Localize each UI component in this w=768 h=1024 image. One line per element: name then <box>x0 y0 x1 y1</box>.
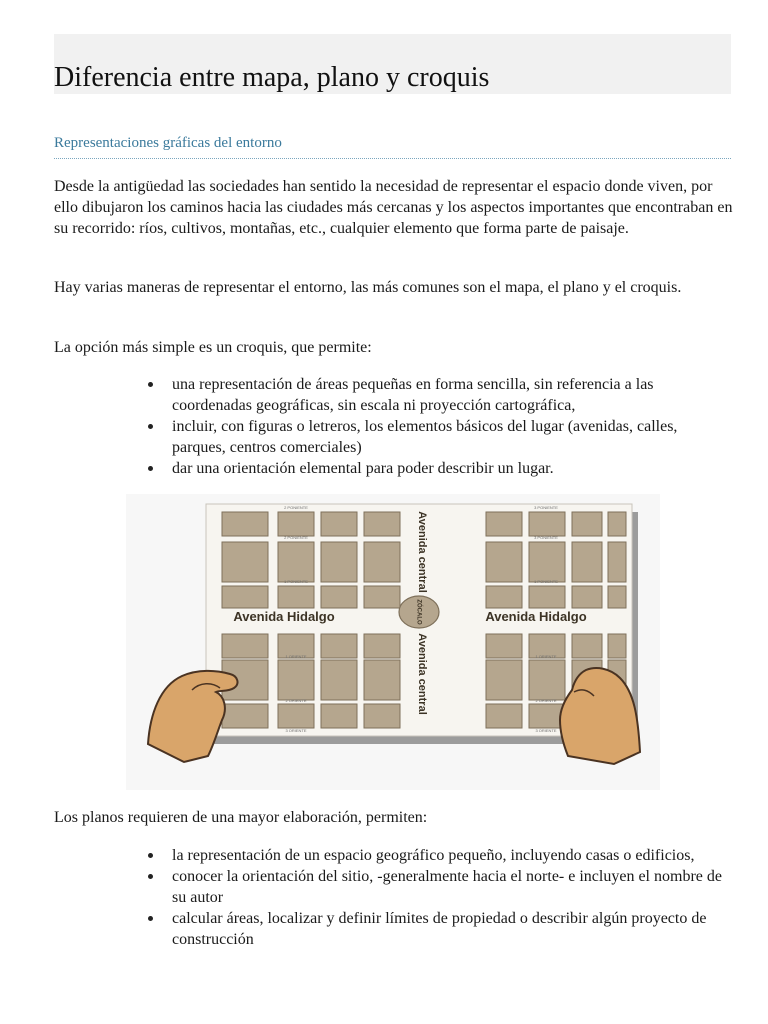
map-block <box>608 634 626 658</box>
map-block <box>222 542 268 582</box>
map-block <box>608 542 626 582</box>
list-item: la representación de un espacio geográfico pequeño, incluyendo casas o edificios, <box>145 845 735 866</box>
map-block <box>486 704 522 728</box>
planos-intro-paragraph: Los planos requieren de una mayor elaboración, permiten: <box>54 809 428 826</box>
map-block <box>321 512 357 536</box>
map-block <box>364 660 400 700</box>
street-label: 2 ORIENTE <box>535 698 557 703</box>
map-block <box>486 634 522 658</box>
avenue-central-label-top: Avenida central <box>416 511 428 593</box>
sketch-map-image <box>126 494 660 790</box>
bullet-icon <box>148 853 153 858</box>
map-block <box>529 542 565 582</box>
map-block <box>486 512 522 536</box>
map-block <box>321 704 357 728</box>
street-label: 3 ORIENTE <box>285 728 307 733</box>
map-block <box>364 586 400 608</box>
croquis-illustration <box>126 494 660 790</box>
bullet-icon <box>148 382 153 387</box>
map-block <box>222 704 268 728</box>
map-block <box>321 542 357 582</box>
street-label: 1 ORIENTE <box>535 654 557 659</box>
map-block <box>222 586 268 608</box>
map-block <box>572 634 602 658</box>
map-block <box>321 660 357 700</box>
croquis-intro-paragraph: La opción más simple es un croquis, que permite: <box>54 339 372 356</box>
map-block <box>608 586 626 608</box>
bullet-icon <box>148 874 153 879</box>
map-block <box>486 586 522 608</box>
intro-paragraph: Desde la antigüedad las sociedades han sentido la necesidad de representar el espacio donde viven, por ello dibujaron los caminos hacia las ciudades más cercanas y los aspectos importantes que encontraban en su recorrido: ríos, cultivos, montañas, etc., cualquier elemento que forma parte de paisaje. <box>54 178 733 237</box>
street-label: 1 PONIENTE <box>284 579 308 584</box>
map-block <box>364 704 400 728</box>
street-label: 3 ORIENTE <box>535 728 557 733</box>
map-block <box>572 586 602 608</box>
planos-list <box>145 845 735 950</box>
map-block <box>486 542 522 582</box>
map-block <box>278 586 314 608</box>
list-item: calcular áreas, localizar y definir límites de propiedad o describir algún proyecto de construcción <box>145 908 735 950</box>
avenue-label-left: Avenida Hidalgo <box>233 609 335 624</box>
map-block <box>222 512 268 536</box>
street-label: 2 PONIENTE <box>284 505 308 510</box>
map-block <box>278 704 314 728</box>
street-label: 2 PONIENTE <box>284 535 308 540</box>
map-block <box>529 512 565 536</box>
map-block <box>222 634 268 658</box>
map-block <box>278 660 314 700</box>
bullet-icon <box>148 466 153 471</box>
map-block <box>529 660 565 700</box>
list-item: una representación de áreas pequeñas en forma sencilla, sin referencia a las coordenadas geográficas, sin escala ni proyección cartográfica, <box>145 374 735 416</box>
street-label: 1 PONIENTE <box>534 579 558 584</box>
map-block <box>572 512 602 536</box>
map-block <box>608 512 626 536</box>
map-block <box>364 542 400 582</box>
map-block <box>278 512 314 536</box>
map-block <box>529 586 565 608</box>
avenue-central-label-bottom: Avenida central <box>416 633 428 715</box>
section-subtitle: Representaciones gráficas del entorno <box>54 132 731 159</box>
list-item: conocer la orientación del sitio, -generalmente hacia el norte- e incluyen el nombre de su autor <box>145 866 735 908</box>
street-label: 3 PONIENTE <box>534 505 558 510</box>
map-block <box>572 542 602 582</box>
bullet-icon <box>148 424 153 429</box>
street-label: 2 ORIENTE <box>285 698 307 703</box>
zocalo-label: ZÓCALO <box>415 599 422 625</box>
map-block <box>321 634 357 658</box>
map-block <box>364 634 400 658</box>
map-block <box>321 586 357 608</box>
list-item: dar una orientación elemental para poder describir un lugar. <box>145 458 735 479</box>
list-item: incluir, con figuras o letreros, los elementos básicos del lugar (avenidas, calles, parques, centros comerciales) <box>145 416 735 458</box>
street-label: 3 PONIENTE <box>534 535 558 540</box>
croquis-list <box>145 374 735 479</box>
map-block <box>364 512 400 536</box>
map-block <box>486 660 522 700</box>
page-title: Diferencia entre mapa, plano y croquis <box>54 62 490 93</box>
avenue-label-right: Avenida Hidalgo <box>485 609 587 624</box>
bullet-icon <box>148 916 153 921</box>
street-label: 1 ORIENTE <box>285 654 307 659</box>
ways-paragraph: Hay varias maneras de representar el entorno, las más comunes son el mapa, el plano y el croquis. <box>54 279 682 296</box>
map-block <box>278 542 314 582</box>
